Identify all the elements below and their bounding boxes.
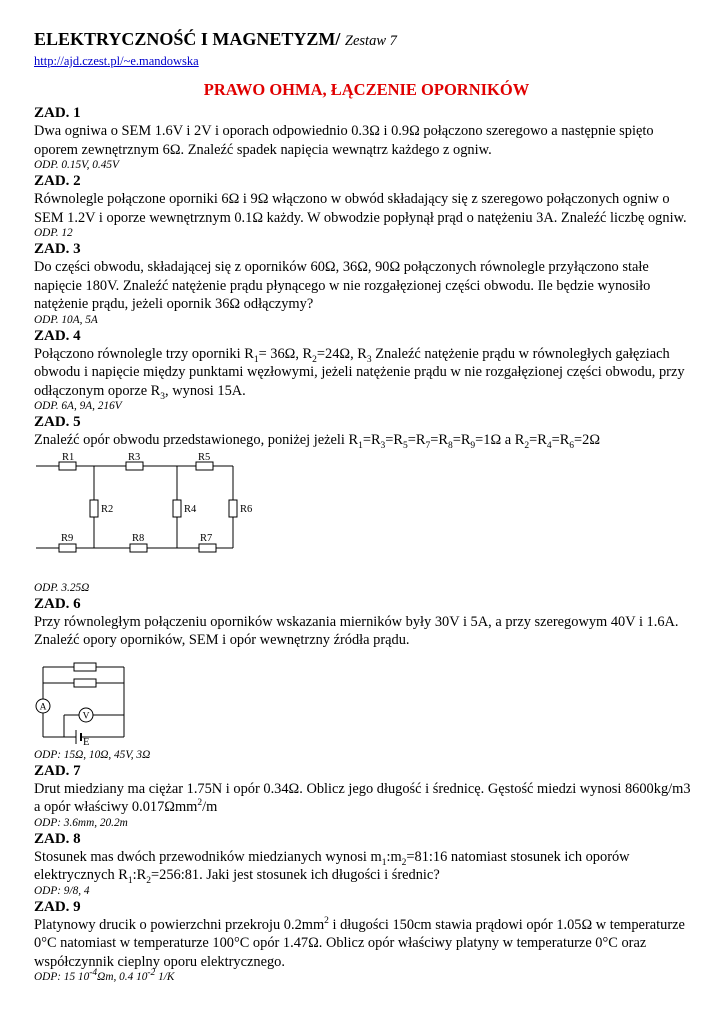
problem-3 [34, 240, 699, 327]
resistor-r2 [90, 500, 98, 517]
label-r1: R1 [62, 452, 75, 463]
problem-text: Dwa ogniwa o SEM 1.6V i 2V i oporach odpowiednio 0.3Ω i 0.9Ω połączono szeregowo a następnie spięto oporem zewnętrznym 6Ω. Znaleźć spadek napięcia wewnątrz każdego z ogniw. [34, 123, 654, 158]
label-r2: R2 [101, 503, 114, 515]
problem-text: Stosunek mas dwóch przewodników miedzianych wynosi $m_1:m_2=81:16$ natomiast stosunek ich oporów elektrycznych $R_1:R_2=256:81$. Jaki jest stosunek ich długości i średnic? [34, 848, 630, 886]
problem-heading: ZAD. 6 [34, 595, 81, 612]
problem-text: Platynowy drucik o powierzchni przekroju $0.2mm^2$ i długości 150cm stawia prądowi opór 1.05Ω w temperaturze 0°C natomiast w temperaturze 100°C opór 1.47Ω. Oblicz opór właściwy platyny w temperaturze 0°C oraz współczynnik cieplny oporu elektrycznego. [34, 915, 685, 970]
problem-heading: ZAD. 1 [34, 105, 81, 121]
meter-circuit-diagram [34, 657, 134, 745]
problem-1 [34, 104, 699, 172]
problem-4 [34, 327, 699, 414]
resistor-network-diagram [34, 453, 264, 578]
problem-heading: ZAD. 9 [34, 898, 81, 915]
voltmeter-label: V [82, 711, 90, 721]
problem-2 [34, 172, 699, 240]
resistor-r1 [59, 462, 76, 470]
resistor-r7 [199, 544, 216, 552]
resistor-middle [74, 679, 96, 687]
problem-text: Drut miedziany ma ciężar 1.75N i opór 0.34Ω. Oblicz jego długość i średnicę. Gęstość miedzi wynosi 8600kg/m3 a opór właściwy 0.017Ωmm$^2$/m [34, 780, 691, 815]
label-r3: R3 [128, 452, 141, 463]
problem-heading: ZAD. 7 [34, 762, 81, 779]
section-title: PRAWO OHMA, ŁĄCZENIE OPORNIKÓW [203, 80, 530, 99]
label-r8: R8 [132, 532, 145, 544]
problem-8 [34, 830, 699, 898]
problem-text: Znaleźć opór obwodu przedstawionego, poniżej jeżeli $R_1=R_3=R_5=R_7=R_8=R_9=1\Omega$ a $R_2=R_4=R_6=2\Omega$ [34, 432, 601, 451]
problem-text: Równolegle połączone oporniki 6Ω i 9Ω włączono w obwód składający się z szeregowo połączonych ogniw o SEM 1.2V i oporze wewnętrznym 0.1Ω każdy. W obwodzie popłynął prąd o natężeniu 3A. Znaleźć liczbę ogniw. [34, 191, 687, 226]
problem-answer: ODP. 12 [34, 227, 73, 239]
problem-7 [34, 762, 699, 830]
resistor-r9 [59, 544, 76, 552]
problem-answer: ODP. 6A, 9A, 216V [34, 400, 122, 412]
problem-answer: ODP: 15 $10^{-4}\Omega m$, 0.4 $10^{-2}$ 1/K [34, 968, 175, 983]
label-r7: R7 [200, 532, 213, 544]
problem-answer: ODP. 3.25Ω [34, 581, 90, 594]
resistor-r5 [196, 462, 213, 470]
label-r4: R4 [184, 503, 197, 515]
problem-text: Do części obwodu, składającej się z oporników 60Ω, 36Ω, 90Ω połączonych równolegle przyłączono stałe napięcie 180V. Znaleźć natężenie prądu płynącego w nie rozgałęzionej części obwodu. Ile będzie wynosiło natężenie prądu, jeżeli opornik 36Ω odłączymy? [34, 259, 651, 312]
resistor-r3 [126, 462, 143, 470]
document-header [34, 28, 699, 52]
problem-heading: ZAD. 4 [34, 327, 81, 344]
resistor-top [74, 663, 96, 671]
problem-answer: ODP: 15Ω, 10Ω, 45V, 3Ω [34, 748, 151, 761]
problem-answer: ODP: 9/8, 4 [34, 884, 90, 897]
resistor-r8 [130, 544, 147, 552]
label-r6: R6 [240, 503, 253, 515]
author-link[interactable]: http://ajd.czest.pl/~e.mandowska [34, 54, 199, 68]
problem-text: Połączono równolegle trzy oporniki $R_1= 36\Omega$, $R_2=24\Omega$, $R_3$ Znaleźć natężenie prądu w równoległych gałęziach obwodu i napięcie między punktami węzłowymi, jeżeli natężenie prądu w nie rozgałęzionej części obwodu, przy odłączonym oporze $R_3$, wynosi 15A. [34, 345, 685, 402]
problem-answer: ODP. 10A, 5A [34, 313, 98, 326]
problem-heading: ZAD. 3 [34, 241, 81, 257]
problem-heading: ZAD. 2 [34, 173, 81, 189]
problem-heading: ZAD. 5 [34, 414, 81, 430]
label-r9: R9 [61, 532, 74, 544]
label-r5: R5 [198, 452, 211, 463]
source-label: E [83, 736, 90, 745]
problem-9 [34, 898, 699, 985]
resistor-r6 [229, 500, 237, 517]
set-number: Zestaw 7 [344, 33, 397, 49]
problem-6 [34, 595, 699, 762]
ammeter-label: A [39, 702, 47, 712]
resistor-r4 [173, 500, 181, 517]
problem-answer: ODP: 3.6mm, 20.2m [34, 816, 128, 829]
problem-heading: ZAD. 8 [34, 830, 81, 847]
problem-text: Przy równoległym połączeniu oporników wskazania mierników były 30V i 5A, a przy szeregowym 40V i 1.6A. Znaleźć opory oporników, SEM i opór wewnętrzny źródła prądu. [34, 613, 679, 648]
problem-answer: ODP. 0.15V, 0.45V [34, 159, 119, 171]
problem-5 [34, 413, 699, 595]
document-page [34, 28, 699, 984]
course-title: ELEKTRYCZNOŚĆ I MAGNETYZM/ [34, 29, 341, 49]
